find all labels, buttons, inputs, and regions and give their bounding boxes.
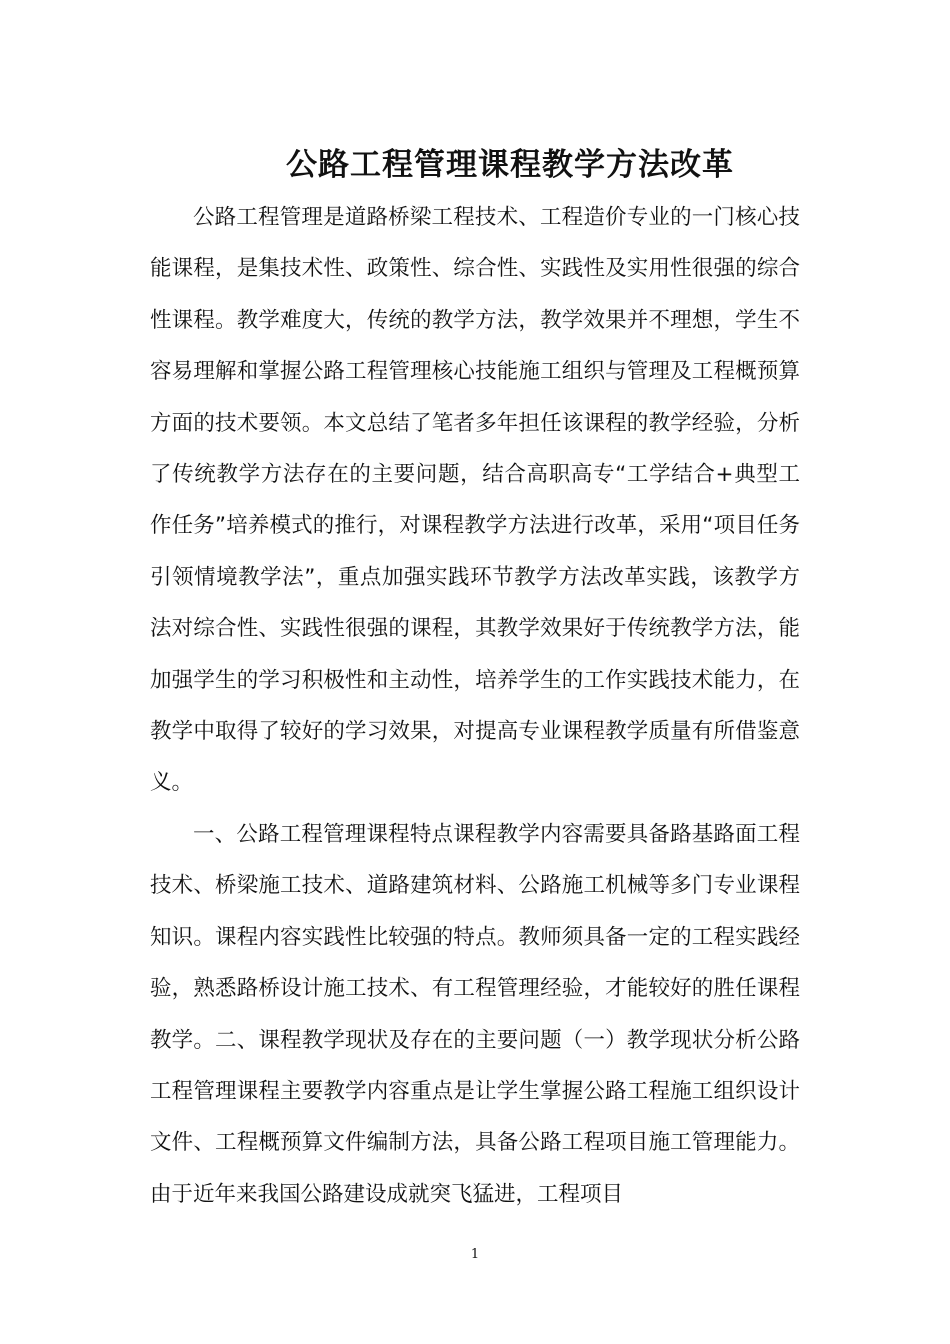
body-paragraph: 一、公路工程管理课程特点课程教学内容需要具备路基路面工程技术、桥梁施工技术、道路建筑材料、公路施工机械等多门专业课程知识。课程内容实践性比较强的特点。教师须具备一定的工程实践经验，熟悉路桥设计施工技术、有工程管理经验，才能较好的胜任课程教学。二、课程教学现状及存在的主要问题（一）教学现状分析公路工程管理课程主要教学内容重点是让学生掌握公路工程施工组织设计文件、工程概预算文件编制方法，具备公路工程项目施工管理能力。由于近年来我国公路建设成就突飞猛进，工程项目 <box>150 821 800 1207</box>
body-paragraph: 公路工程管理是道路桥梁工程技术、工程造价专业的一门核心技能课程，是集技术性、政策性、综合性、实践性及实用性很强的综合性课程。教学难度大，传统的教学方法，教学效果并不理想，学生不容易理解和掌握公路工程管理核心技能施工组织与管理及工程概预算方面的技术要领。本文总结了笔者多年担任该课程的教学经验，分析了传统教学方法存在的主要问题，结合高职高专“工学结合+典型工作任务”培养模式的推行，对课程教学方法进行改革，采用“项目任务引领情境教学法”，重点加强实践环节教学方法改革实践，该教学方法对综合性、实践性很强的课程，其教学效果好于传统教学方法，能加强学生的学习积极性和主动性，培养学生的工作实践技术能力，在教学中取得了较好的学习效果，对提高专业课程教学质量有所借鉴意义。 <box>150 205 800 796</box>
document-body <box>150 192 800 1220</box>
document-title: 公路工程管理课程教学方法改革 <box>286 146 734 183</box>
page-number: 1 <box>470 1247 480 1262</box>
